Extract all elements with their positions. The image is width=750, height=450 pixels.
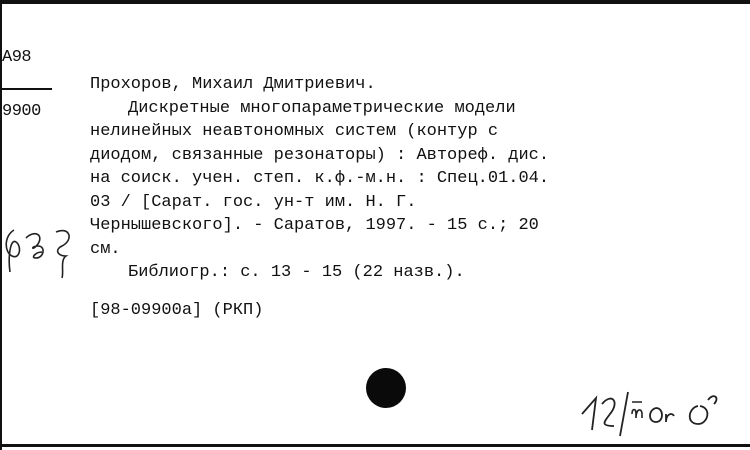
card-bottom-border xyxy=(0,444,750,447)
handwritten-initials xyxy=(0,212,86,282)
card-top-border xyxy=(0,0,750,4)
record-id-text: [98-09900a] (РКП) xyxy=(90,300,264,320)
author-text: Прохоров, Михаил Дмитриевич. xyxy=(90,75,376,94)
handwritten-note xyxy=(574,378,744,438)
entry-spacer xyxy=(90,285,702,299)
bibliographic-entry xyxy=(90,73,702,322)
call-number-divider xyxy=(0,88,52,90)
title-text-6: Чернышевского]. - Саратов, 1997. - 15 с.; 20 xyxy=(90,216,539,235)
entry-title-line-2 xyxy=(90,120,702,144)
entry-title-line-6 xyxy=(90,214,702,238)
call-number-bottom: 9900 xyxy=(2,102,41,121)
title-text-1: Дискретные многопараметрические модели xyxy=(128,98,516,118)
bibliography-text: Библиогр.: с. 13 - 15 (22 назв.). xyxy=(128,263,465,282)
title-text-3: диодом, связанные резонаторы) : Автореф. дис. xyxy=(90,145,550,165)
entry-bibliography xyxy=(90,261,702,285)
entry-title-line-7 xyxy=(90,238,702,262)
entry-author xyxy=(90,73,702,97)
title-text-7: см. xyxy=(90,239,121,259)
title-text-4: на соиск. учен. степ. к.ф.-м.н. : Спец.01.04. xyxy=(90,169,550,188)
call-number-top: A98 xyxy=(2,48,32,67)
entry-title-line-4 xyxy=(90,167,702,191)
entry-title-line-3 xyxy=(90,144,702,168)
punch-dot xyxy=(366,368,406,408)
entry-record-id xyxy=(90,299,702,323)
entry-title-line-1 xyxy=(90,97,702,121)
title-text-5: 03 / [Сарат. гос. ун-т им. Н. Г. xyxy=(90,192,417,212)
entry-title-line-5 xyxy=(90,191,702,215)
title-text-2: нелинейных неавтономных систем (контур с xyxy=(90,122,499,141)
